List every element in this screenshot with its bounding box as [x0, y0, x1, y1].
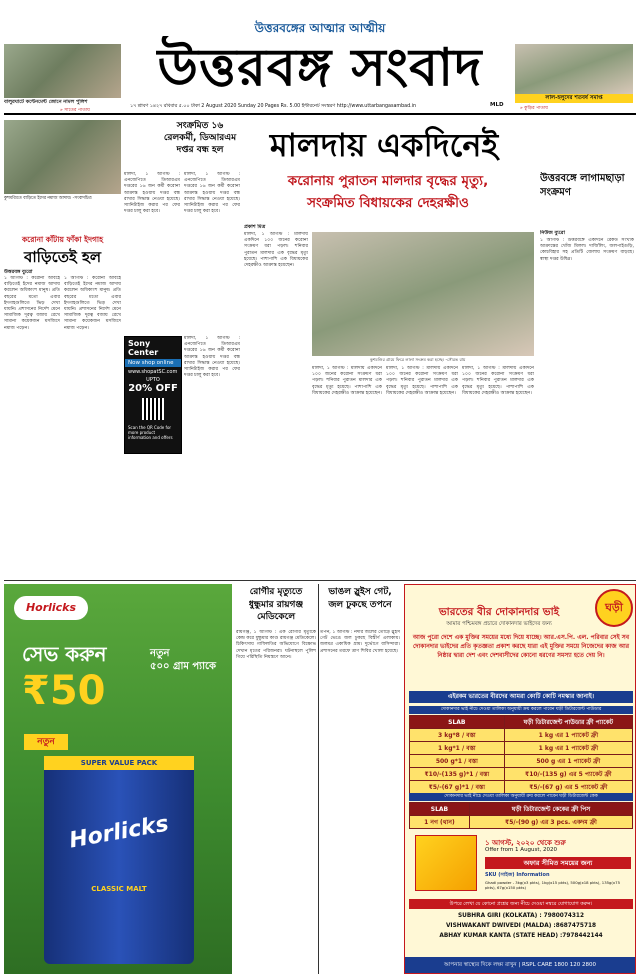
horlicks-badge: নতুন [24, 734, 68, 750]
main-banner: মালদায় একদিনেই [269, 126, 499, 164]
main-body-c: মালদা, ১ আগস্ট : মালদায় একদিনে ১০০ জনের করোনা সংক্রমণ ধরা পড়ল। শনিবার পুরাতন মালদার এক বৃদ্ধের মৃত্যু হয়েছে। পাশাপাশি এক বিধায়কের দেহরক্ষীও আক্রান্ত হয়েছেন। [386, 366, 458, 396]
horlicks-save: সেভ করুন [22, 642, 107, 666]
horlicks-amount: ₹50 [22, 668, 106, 714]
horlicks-pack-text: ৫০০ গ্রাম প্যাকে [150, 661, 217, 672]
ghadi-subtitle: আমার পশ্চিমবঙ্গ প্রচারে দোকানদার ভাইদের জন্য [446, 621, 552, 627]
masthead-left-photo [4, 44, 121, 98]
left-headline: বাড়িতেই হল [23, 248, 102, 266]
story-b2-body: তপন, ১ আগস্ট : নদীর জলের তোড়ে স্লুইস গেট ভেঙে জল ঢুকছে বিস্তীর্ণ এলাকায়। জলমগ্ন একাধিক গ্রাম। দুর্ভোগে বাসিন্দারা। প্রশাসনের তরফে ত্রাণ শিবির খোলা হয়েছে। [320, 630, 400, 654]
slab-slab-cell: 1 kg*1 / বস্তা [410, 742, 505, 755]
story-divider [318, 584, 319, 974]
slab-header: SLAB [410, 716, 505, 729]
ghadi-slab-table [409, 715, 633, 789]
right-byline: নিউজ ব্যুরো [540, 230, 565, 236]
left-kicker: করোনা কাঁটায় ফাঁকা ইদগাহ [4, 234, 121, 246]
left-byline: উত্তরবঙ্গ ব্যুরো [4, 269, 33, 275]
masthead-right-arrow[interactable]: » কুড়ির পাতায় [520, 106, 549, 111]
ghadi-contact3: ABHAY KUMAR KANTA (STATE HEAD) :7978442144 [439, 933, 603, 939]
col2-headline: সংক্রমিত ১৬ রেলকর্মী, ডিআরএম দপ্তর বন্ধ হল [163, 121, 237, 155]
cake-free-cell: ₹5/-(90 g) এর 3 pcs. একদম ফ্রী [469, 816, 632, 829]
cake-slab-header: SLAB [410, 803, 470, 816]
ghadi-footer: আপনার স্বাস্থ্যের দিকে লক্ষ্য রাখুন | RSPL CARE 1800 120 2800 [405, 957, 635, 973]
sony-offer: 20% OFF [128, 383, 178, 394]
story-b1-body: রায়গঞ্জ, ১ আগস্ট : এক রোগীর মৃত্যুকে কেন্দ্র করে ধুন্ধুমার কাণ্ড রায়গঞ্জ মেডিকেলে। চিকিৎসায় গাফিলতির অভিযোগে বিক্ষোভ দেখান মৃতের পরিজনরা। ঘটনাস্থলে পুলিশ গিয়ে পরিস্থিতি নিয়ন্ত্রণে আনে। [236, 630, 316, 660]
ghadi-title: ভারতের বীর দোকানদার ভাই [438, 606, 560, 618]
slab-free-cell: 500 g এর 1 প্যাকেট ফ্রী [504, 755, 632, 768]
ghadi-contact-note: উপরে লেখা যে কোনো প্রশ্নের জন্য নীচে দেওয়া নম্বরে যোগাযোগ করুন। [409, 899, 633, 909]
masthead-right-photo [515, 44, 633, 94]
main-photo [312, 232, 534, 356]
ghadi-table-caption: দোকানদার ভাই নীচে দেওয়া তালিকা অনুযায়ী ক্রয় করলে পাবেন ঘড়ী ডিটারজেন্ট পাউডার [409, 706, 633, 714]
sony-offer-top: UPTO [146, 377, 160, 383]
col2-body-c: মালদা, ১ আগস্ট : এনজেপিতে ডিআরএম দপ্তরের ১৬ জন কর্মী করোনা আক্রান্ত হওয়ায় দপ্তর বন্ধ রাখার সিদ্ধান্ত নেওয়া হয়েছে। স্যানিটাইজ করার পর ফের দপ্তর চালু করা হবে। [184, 336, 240, 379]
slab-free-cell: ₹5/-(67 g) এর 5 প্যাকেট ফ্রী [504, 781, 632, 794]
free-header: ঘড়ী ডিটারজেন্ট পাউডার ফ্রী প্যাকেট [504, 716, 632, 729]
right-body: ১ আগস্ট : উত্তরবঙ্গে একদিনে রেকর্ড সংখ্যক আক্রান্তের খোঁজ মিলল। দার্জিলিং, জলপাইগুড়ি, কোচবিহার সহ প্রতিটি জেলায় সংক্রমণ বাড়ছে। স্বাস্থ্য দপ্তর উদ্বিগ্ন। [540, 238, 634, 262]
masthead-title: উত্তরবঙ্গ সংবাদ [157, 38, 483, 98]
masthead-left-arrow[interactable]: » সাতের পাতায় [60, 108, 90, 113]
story-b1-headline: রোগীর মৃত্যুতে ধুন্ধুমার রায়গঞ্জ মেডিকেলে [248, 587, 304, 622]
horlicks-pack [44, 756, 194, 964]
main-subhead-line1: করোনায় পুরাতন মালদার বৃদ্ধের মৃত্যু, [287, 173, 489, 189]
main-body-b: মালদা, ১ আগস্ট : মালদায় একদিনে ১০০ জনের করোনা সংক্রমণ ধরা পড়ল। শনিবার পুরাতন মালদার এক বৃদ্ধের মৃত্যু হয়েছে। পাশাপাশি এক বিধায়কের দেহরক্ষীও আক্রান্ত হয়েছেন। [312, 366, 382, 396]
slab-slab-cell: ₹5/-(67 g)*1 / বস্তা [410, 781, 505, 794]
col2-body-b: মালদা, ১ আগস্ট : এনজেপিতে ডিআরএম দপ্তরের ১৬ জন কর্মী করোনা আক্রান্ত হওয়ায় দপ্তর বন্ধ রাখার সিদ্ধান্ত নেওয়া হয়েছে। স্যানিটাইজ করার পর ফের দপ্তর চালু করা হবে। [184, 172, 240, 215]
masthead-tagline: উত্তরবঙ্গের আত্মার আত্মীয় [254, 21, 386, 35]
masthead-left-caption: বালুরঘাটে কন্টেনমেন্ট জোনে নামল পুলিশ [4, 99, 88, 105]
ghadi-ad[interactable] [404, 584, 636, 974]
sony-url[interactable]: www.shopatSC.com [128, 369, 178, 375]
col2-body-a: মালদা, ১ আগস্ট : এনজেপিতে ডিআরএম দপ্তরের ১৬ জন কর্মী করোনা আক্রান্ত হওয়ায় দপ্তর বন্ধ রাখার সিদ্ধান্ত নেওয়া হয়েছে। স্যানিটাইজ করার পর ফের দপ্তর চালু করা হবে। [124, 172, 180, 215]
left-photo-caption: কুশমণ্ডিতে বাড়িতে ইদের নমাজ আদায়। -সংবাদচিত্র [4, 196, 92, 201]
slab-row [410, 781, 633, 794]
horlicks-new-label: নতুন [150, 648, 170, 659]
story-b2-headline: ভাঙল স্লুইস গেট, জল ঢুকছে তপনে [328, 587, 392, 610]
main-body-a: মালদা, ১ আগস্ট : মালদায় একদিনে ১০০ জনের করোনা সংক্রমণ ধরা পড়ল। শনিবার পুরাতন মালদার এক বৃদ্ধের মৃত্যু হয়েছে। পাশাপাশি এক বিধায়কের দেহরক্ষীও আক্রান্ত হয়েছেন। [244, 232, 308, 269]
ghadi-red-text: আজ পুরো দেশে এক মুক্তির সময়ের মধ্যে দিয়ে যাচ্ছে। আর.এস.পি. এল. পরিবার সেই সব দোকানদার ভাইদের প্রতি কৃতজ্ঞতা প্রকাশ করছে যারা এই মুক্তির সময়ে নিজেদের কাজ আর নিষ্ঠার দ্বারা দেশ এবং দেশবাসীদের কোনো ধরণের সমস্যা হতে দেয় নি। [412, 634, 630, 660]
slab-free-cell: 1 kg এর 1 প্যাকেট ফ্রী [504, 742, 632, 755]
upper-divider [4, 580, 636, 581]
masthead-right-caption: লাল-হলুদের শতবর্ষ সমাপ্ত [515, 94, 633, 103]
slab-row [410, 755, 633, 768]
ghadi-offer-line-en: Offer from 1 August, 2020 [485, 847, 558, 853]
sony-note: Scan the QR Code for more product information and offers [128, 425, 173, 440]
sony-qr-icon [142, 398, 164, 420]
horlicks-pack-brand: Horlicks [67, 811, 171, 854]
masthead-dateline: ১৭ শ্রাবণ ১৪২৭ রবিবার ৫.০০ টাকা 2 August 2020 Sunday 20 Pages Rs. 5.00 ইন্টারনেট সংস্করণ http://www.uttarbangasambad.in [130, 104, 417, 109]
slab-slab-cell: ₹10/-(135 g)*1 / বস্তা [410, 768, 505, 781]
slab-slab-cell: 3 kg*8 / বস্তা [410, 729, 505, 742]
ghadi-limited: অফার সীমিত সময়ের জন্য [485, 857, 631, 869]
horlicks-value-pack: SUPER VALUE PACK [44, 756, 194, 770]
left-body-a: ১ আগস্ট : করোনা আবহে বাড়িতেই ইদের নমাজ আদায় করলেন অধিকাংশ মানুষ। প্রতি বছরের মতো এবার ইদগাহগুলিতে ভিড় দেখা যায়নি। প্রশাসনের নির্দেশ মেনে সামাজিক দূরত্ব বজায় রেখে সামান্য কয়েকজন মসজিদে নমাজ পড়েন। [4, 276, 60, 331]
ghadi-pack-image [415, 835, 477, 891]
slab-row [410, 729, 633, 742]
main-subhead-line2: সংক্রমিত বিধায়কের দেহরক্ষীও [307, 195, 469, 211]
ghadi-logo: ঘড়ী [595, 589, 633, 627]
ghadi-cake-caption: দোকানদার ভাই নীচে দেওয়া তালিকা অনুযায়ী ক্রয় করলে পাবেন ঘড়ী ডিটারজেন্ট কেক [409, 793, 633, 801]
cake-free-header: ঘড়ী ডিটারজেন্ট কেকের ফ্রী পিস [469, 803, 632, 816]
slab-slab-cell: 500 g*1 / বস্তা [410, 755, 505, 768]
ghadi-contact2: VISHWAKANT DWIVEDI (MALDA) :8687475718 [445, 923, 597, 929]
cake-slab-cell: 1 নগ (থান) [410, 816, 470, 829]
slab-row [410, 742, 633, 755]
main-body-d: মালদা, ১ আগস্ট : মালদায় একদিনে ১০০ জনের করোনা সংক্রমণ ধরা পড়ল। শনিবার পুরাতন মালদার এক বৃদ্ধের মৃত্যু হয়েছে। পাশাপাশি এক বিধায়কের দেহরক্ষীও আক্রান্ত হয়েছেন। [462, 366, 534, 396]
ghadi-sku-title: SKU (সাইজ) Information [485, 872, 550, 878]
sony-brand: Sony Center [128, 339, 159, 357]
left-photo [4, 120, 121, 194]
ghadi-cake-table [409, 802, 633, 828]
ghadi-contact1: SUBHRA GIRI (KOLKATA) : 7980074312 [457, 913, 585, 919]
main-photo-caption: কুশমণ্ডির গ্রামে ফিরে লালা সংক্রম করা হচ্ছে। -সৌরভ রায় [370, 357, 466, 362]
slab-row [410, 768, 633, 781]
horlicks-logo: Horlicks [14, 596, 88, 620]
horlicks-classic: CLASSIC MALT [91, 885, 147, 893]
left-body-b: ১ আগস্ট : করোনা আবহে বাড়িতেই ইদের নমাজ আদায় করলেন অধিকাংশ মানুষ। প্রতি বছরের মতো এবার ইদগাহগুলিতে ভিড় দেখা যায়নি। প্রশাসনের নির্দেশ মেনে সামাজিক দূরত্ব বজায় রেখে সামান্য কয়েকজন মসজিদে নমাজ পড়েন। [64, 276, 121, 331]
ghadi-offer-line: ১ আগস্ট, ২০২০ থেকে শুরু [485, 839, 566, 847]
main-byline: প্রকাশ মিত্র [244, 224, 266, 230]
sony-ad[interactable] [124, 336, 182, 454]
slab-free-cell: 1 kg এর 1 প্যাকেট ফ্রী [504, 729, 632, 742]
cake-row [410, 816, 633, 829]
ghadi-blue-banner: এইরকম ভারতের বীরদের আমরা কোটি কোটি নমস্কার জানাই। [409, 691, 633, 703]
ghadi-sku-text: Ghadi powder - 3kg(x3 pkts), 1kg(x15 pkts), 500g(x18 pkts), 135g(x75 pkts), 67g(x150 pkts) [485, 880, 620, 890]
masthead-divider [4, 113, 636, 115]
masthead-edition: MLD [490, 102, 504, 108]
slab-free-cell: ₹10/-(135 g) এর 5 প্যাকেট ফ্রী [504, 768, 632, 781]
main-subhead [244, 170, 532, 214]
right-headline: উত্তরবঙ্গে লাগামছাড়া সংক্রমণ [540, 173, 625, 198]
horlicks-ad[interactable] [4, 584, 232, 974]
sony-line1: Now shop online [125, 359, 181, 367]
